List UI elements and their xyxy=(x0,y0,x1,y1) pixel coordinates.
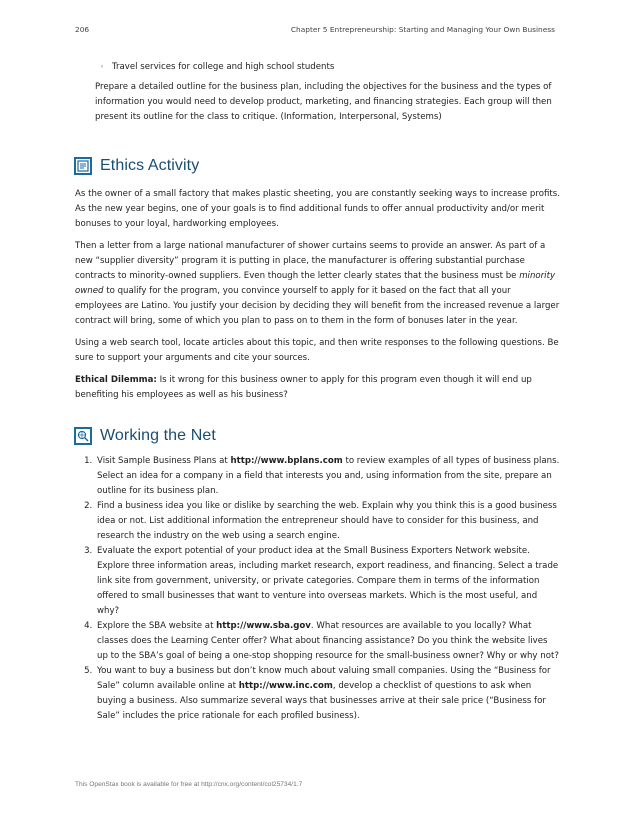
list-item xyxy=(95,664,560,724)
text-run: Find a business idea you like or dislike by searching the web. Explain why you think this is a good business idea or not. List additional information the entrepreneur should have to consider for this business, and research the industry on the web using a search engine. xyxy=(97,501,557,541)
text-run: You want to buy a business but don’t know much about valuing small companies. Using the “Business for Sale” column available online at xyxy=(97,666,551,691)
list-item xyxy=(95,619,560,664)
text-run: to review examples of all types of business plans. Select an idea for a company in a field that interests you and, using information from the site, prepare an outline for its business plan. xyxy=(97,456,560,496)
list-item xyxy=(95,544,560,619)
list-item xyxy=(95,454,560,499)
footer-note: This OpenStax book is available for free at http://cnx.org/content/col25734/1.7 xyxy=(75,781,303,788)
link[interactable]: http://www.sba.gov xyxy=(216,621,311,631)
chapter-title: Chapter 5 Entrepreneurship: Starting and Managing Your Own Business xyxy=(290,25,555,34)
ethics-section-header xyxy=(74,157,199,175)
list-item xyxy=(95,499,560,544)
page-number: 206 xyxy=(75,25,90,34)
ethics-icon xyxy=(74,157,92,175)
text-run: Then a letter from a large national manufacturer of shower curtains seems to provide an answer. As part of a new “supplier diversity” program it is putting in place, the manufacturer is offering substantial purchase contracts to minority-owned suppliers. Even though the letter clearly states that the business must be xyxy=(75,241,546,281)
text-run: Evaluate the export potential of your product idea at the Small Business Exporters Network website. Explore three information areas, including market research, export readiness, and financing. Select a trade link site from government, university, or private categories. Compare them in terms of the information offered to small businesses that want to venture into overseas markets. Which is the most useful, and why? xyxy=(97,546,559,616)
link[interactable]: http://www.inc.com xyxy=(238,681,333,691)
net-body xyxy=(75,454,560,724)
ethical-dilemma xyxy=(75,373,560,403)
net-section-header xyxy=(74,427,216,445)
text-run: Explore the SBA website at xyxy=(97,621,217,631)
section-title: Working the Net xyxy=(100,427,216,444)
ethics-paragraph-1: As the owner of a small factory that makes plastic sheeting, you are constantly seeking ways to increase profits. As the new year begins, one of your goals is to find additional funds to offer annual productivity and/or merit bonuses to your loyal, hardworking employees. xyxy=(75,189,560,229)
text-run: . What resources are available to you locally? What classes does the Learning Center offer? What about financing assistance? Do you think the website lives up to the SBA’s goal of being a one-stop shopping resource for the small-business owner? Why or why not? xyxy=(97,621,559,661)
list-item xyxy=(100,60,560,75)
text-run: , develop a checklist of questions to ask when buying a business. Also summarize several ways that businesses arrive at their sale price (“Business for Sale” includes the price rationale for each profiled business). xyxy=(97,681,546,721)
dilemma-label: Ethical Dilemma: xyxy=(75,375,157,385)
globe-search-icon xyxy=(74,427,92,445)
link[interactable]: http://www.bplans.com xyxy=(230,456,343,466)
intro-paragraph: Prepare a detailed outline for the business plan, including the objectives for the business and the types of information you would need to develop product, marketing, and financing strategies. Each group will then present its outline for the class to critique. (Information, Interpersonal, Systems) xyxy=(95,82,552,122)
text-run: Visit Sample Business Plans at xyxy=(97,456,231,466)
emphasis-text: minority owned xyxy=(75,271,556,296)
ethics-paragraph-3: Using a web search tool, locate articles about this topic, and then write responses to the following questions. Be sure to support your arguments and cite your sources. xyxy=(75,338,559,363)
ethics-body xyxy=(75,187,560,410)
bullet-marker: ◦ xyxy=(100,63,105,71)
text-run: to qualify for the program, you convince yourself to apply for it based on the fact that all your employees are Latino. You justify your decision by deciding they will benefit from the increased revenue a larger contract will bring, some of which you plan to pass on to them in the form of bonuses later in the year. xyxy=(75,286,560,326)
net-list xyxy=(75,454,560,724)
section-title: Ethics Activity xyxy=(100,157,200,174)
dilemma-text: Is it wrong for this business owner to apply for this program even though it will end up benefiting his employees as well as his business? xyxy=(75,375,532,400)
intro-block xyxy=(95,60,560,125)
ethics-paragraph-2 xyxy=(75,239,560,329)
bullet-text: Travel services for college and high school students xyxy=(112,62,335,72)
